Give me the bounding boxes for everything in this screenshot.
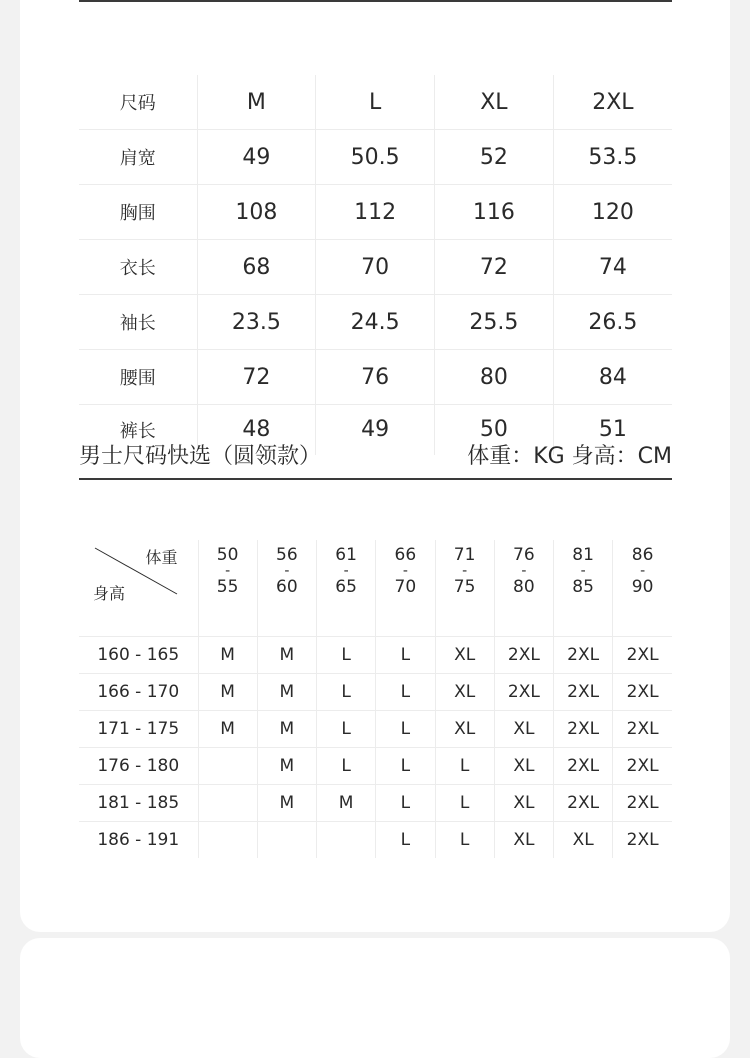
recommended-size: L (317, 711, 376, 748)
table-row (79, 822, 672, 859)
recommended-size: L (435, 748, 494, 785)
recommended-size: M (257, 637, 316, 674)
size-header-label: 尺码 (79, 75, 197, 130)
table-row (79, 637, 672, 674)
recommended-size: 2XL (613, 711, 672, 748)
recommended-size: M (317, 785, 376, 822)
recommended-size: L (376, 822, 435, 859)
measurement-value: 72 (197, 350, 316, 405)
weight-range-to: 90 (631, 577, 654, 597)
recommended-size: 2XL (613, 637, 672, 674)
table-row (79, 711, 672, 748)
weight-range-to: 80 (513, 577, 535, 597)
height-range-label: 186 - 191 (97, 830, 180, 850)
measurement-value: 49 (316, 405, 435, 456)
measurement-value: 108 (197, 185, 316, 240)
recommended-size (198, 748, 257, 785)
recommended-size: 2XL (613, 674, 672, 711)
measurement-value: 52 (435, 130, 554, 185)
recommended-size: L (317, 748, 376, 785)
recommended-size: M (257, 711, 316, 748)
quick-select-header (79, 438, 672, 480)
weight-range-to: 65 (335, 577, 357, 597)
corner-cell (79, 540, 198, 637)
measurement-value: 53.5 (553, 130, 672, 185)
weight-range-from: 56 (276, 545, 298, 565)
weight-range-dash: - (462, 563, 468, 579)
measurement-value: 68 (197, 240, 316, 295)
recommended-size: M (257, 748, 316, 785)
weight-range-dash: - (640, 563, 646, 579)
weight-range-from: 86 (631, 545, 654, 565)
recommended-size (198, 822, 257, 859)
table-row (79, 350, 672, 405)
recommended-size: L (435, 785, 494, 822)
measurement-label: 袖长 (79, 295, 197, 350)
weight-range-cell (613, 540, 672, 637)
table-row (79, 130, 672, 185)
measurement-label: 衣长 (79, 240, 197, 295)
recommended-size: 2XL (613, 785, 672, 822)
measurement-label: 胸围 (79, 185, 197, 240)
next-card (20, 938, 730, 1058)
measurement-value: 120 (553, 185, 672, 240)
corner-weight-label: 体重 (145, 548, 178, 567)
corner-height-label: 身高 (93, 584, 126, 603)
weight-range-cell (257, 540, 316, 637)
recommended-size: M (198, 637, 257, 674)
recommended-size: XL (435, 637, 494, 674)
weight-range-from: 61 (335, 545, 357, 565)
weight-range-dash: - (521, 563, 527, 579)
size-header-cell: XL (435, 75, 554, 130)
measurement-value: 49 (197, 130, 316, 185)
weight-range-dash: - (284, 563, 290, 579)
weight-range-cell (376, 540, 435, 637)
weight-range-to: 55 (216, 577, 239, 597)
recommended-size (257, 822, 316, 859)
height-range-label: 171 - 175 (79, 711, 198, 748)
recommended-size: 2XL (613, 822, 672, 859)
height-range-label: 176 - 180 (79, 748, 198, 785)
measurement-value: 76 (316, 350, 435, 405)
measurement-value: 50.5 (316, 130, 435, 185)
weight-range-cell (435, 540, 494, 637)
recommended-size: M (198, 711, 257, 748)
height-range-label: 160 - 165 (79, 637, 198, 674)
measurement-value: 23.5 (197, 295, 316, 350)
weight-range-from: 76 (513, 545, 535, 565)
weight-range-cell (494, 540, 553, 637)
recommended-size: 2XL (554, 748, 613, 785)
quick-select-table (79, 540, 672, 858)
measurement-value: 48 (197, 405, 316, 456)
weight-range-dash: - (580, 563, 586, 579)
recommended-size: XL (494, 785, 553, 822)
table-row (79, 748, 672, 785)
measurement-value: 84 (553, 350, 672, 405)
table-row (79, 295, 672, 350)
measurement-value: 51 (553, 405, 672, 456)
measurement-value: 25.5 (435, 295, 554, 350)
recommended-size (198, 785, 257, 822)
recommended-size: L (376, 637, 435, 674)
weight-range-to: 85 (572, 577, 594, 597)
recommended-size: 2XL (613, 748, 672, 785)
recommended-size: M (198, 674, 257, 711)
measurement-label: 肩宽 (79, 130, 197, 185)
measurement-value: 70 (316, 240, 435, 295)
measurement-value: 72 (435, 240, 554, 295)
size-chart-header (79, 0, 672, 2)
weight-range-to: 60 (276, 577, 298, 597)
measurement-label: 腰围 (79, 350, 197, 405)
recommended-size: L (317, 637, 376, 674)
weight-range-from: 81 (572, 545, 594, 565)
size-header-cell: M (197, 75, 316, 130)
recommended-size: 2XL (554, 711, 613, 748)
recommended-size: 2XL (494, 637, 553, 674)
weight-range-to: 70 (394, 577, 417, 597)
recommended-size: L (317, 674, 376, 711)
weight-range-cell (554, 540, 613, 637)
measurement-value: 80 (435, 350, 554, 405)
recommended-size: XL (435, 674, 494, 711)
recommended-size: XL (494, 822, 553, 859)
table-row (79, 185, 672, 240)
measurement-value: 116 (435, 185, 554, 240)
table-row (79, 785, 672, 822)
weight-range-from: 66 (394, 545, 417, 565)
recommended-size: XL (554, 822, 613, 859)
measurement-value: 112 (316, 185, 435, 240)
recommended-size: L (376, 674, 435, 711)
recommended-size: 2XL (494, 674, 553, 711)
weight-range-dash: - (225, 563, 231, 579)
quick-header-row (79, 540, 672, 637)
recommended-size: XL (435, 711, 494, 748)
height-range-label: 181 - 185 (79, 785, 198, 822)
weight-range-from: 50 (216, 545, 239, 565)
recommended-size: 2XL (554, 785, 613, 822)
recommended-size: M (257, 785, 316, 822)
measurement-value: 24.5 (316, 295, 435, 350)
table-row (79, 240, 672, 295)
measurement-label: 裤长 (119, 421, 156, 442)
quick-select-title: 男士尺码快选（圆领款） (79, 444, 322, 469)
table-row (79, 674, 672, 711)
recommended-size: XL (494, 748, 553, 785)
size-header-row (79, 75, 672, 130)
size-chart-table (79, 75, 672, 455)
recommended-size (317, 822, 376, 859)
measurement-value: 26.5 (553, 295, 672, 350)
weight-range-cell (317, 540, 376, 637)
recommended-size: 2XL (554, 637, 613, 674)
weight-range-dash: - (343, 563, 349, 579)
measurement-value: 50 (435, 405, 554, 456)
recommended-size: L (435, 822, 494, 859)
recommended-size: 2XL (554, 674, 613, 711)
weight-range-dash: - (402, 563, 408, 579)
height-range-label: 166 - 170 (79, 674, 198, 711)
weight-range-cell (198, 540, 257, 637)
weight-range-from: 71 (453, 545, 476, 565)
size-header-cell: L (316, 75, 435, 130)
quick-select-units: 体重：KG 身高：CM (467, 444, 672, 469)
size-guide-card (20, 0, 730, 932)
recommended-size: XL (494, 711, 553, 748)
recommended-size: M (257, 674, 316, 711)
recommended-size: L (376, 785, 435, 822)
size-header-cell: 2XL (553, 75, 672, 130)
recommended-size: L (376, 748, 435, 785)
weight-range-to: 75 (453, 577, 476, 597)
measurement-value: 74 (553, 240, 672, 295)
recommended-size: L (376, 711, 435, 748)
